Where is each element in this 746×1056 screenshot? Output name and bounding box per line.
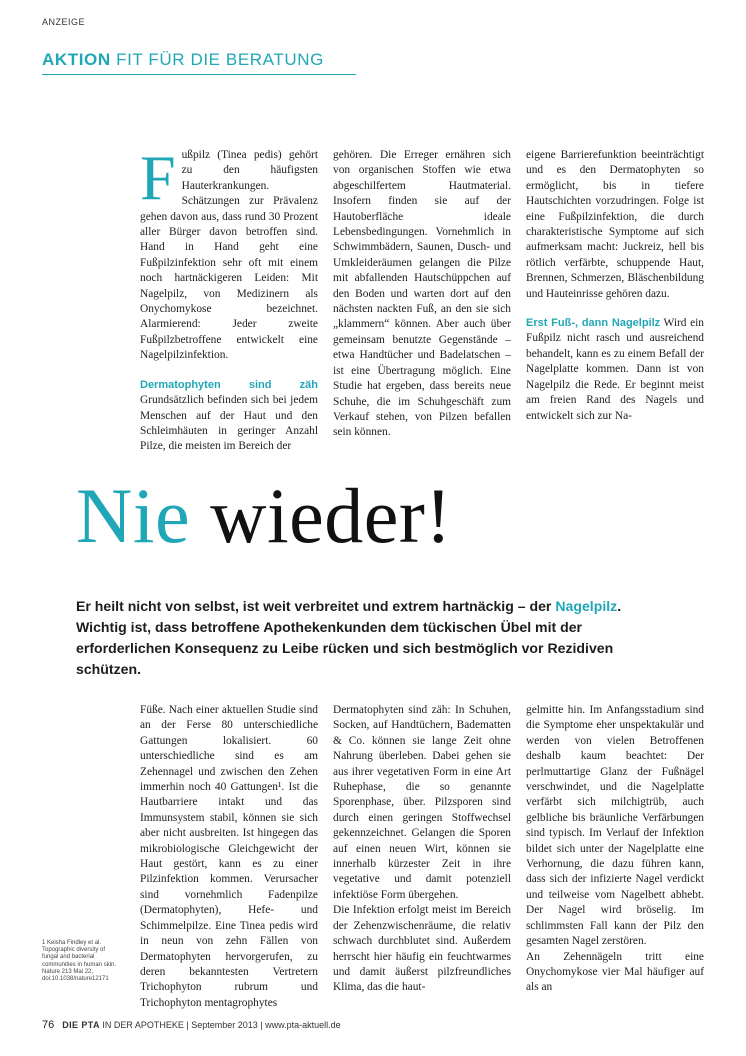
drop-cap: F (140, 142, 176, 213)
intro-paragraph-erst-fuss-text: Wird ein Fußpilz nicht rasch und ausreichend behandelt, kann es zu einem Befall der Nagelplatte kommen. Dann ist von Nagelpilz die Rede. Er beginnt meist am freien Rand des Nagels und entwickelt sich zur Na- (526, 317, 704, 422)
intro-column-1 (140, 142, 318, 455)
headline (76, 466, 452, 566)
headline-part-1: Nie (76, 472, 191, 559)
headline-part-2: wieder! (210, 472, 452, 559)
body-column-3-text: gelmitte hin. Im Anfangsstadium sind die Symptome eher unspektakulär und werden von vielen Betroffenen deshalb kaum beachtet: Der perlmuttartige Glanz der Fußnägel verschwindet, und die Nagelplatte verfärbt sich milchigtrüb, auch gelbliche bis bräunliche Verfärbungen sind typisch. Im Verlauf der Infektion bildet sich unter der Nagelplatte eine Verhornung, die dazu führen kann, dass sich der infizierte Nagel verdickt und teilweise vom Nagelbett abhebt. Der Nagel wird bröselig. Im schlimmsten Fall kann der Pilz den gesamten Nagel zerstören. (526, 704, 704, 948)
intro-paragraph-2-text: Grundsätzlich befinden sich bei jedem Menschen auf der Haut und den Schleimhäuten in geringer Anzahl Pilze, die meisten im Bereich der (140, 394, 318, 453)
ad-label: ANZEIGE (42, 17, 86, 27)
body-column-3 (526, 703, 704, 996)
section-title: FIT FÜR DIE BERATUNG (116, 50, 324, 69)
footnote: 1 Keisha Findley et al. Topographic diversity of fungal and bacterial communities in human skin. Nature 213 Mai 22, doi:10.1038/nature12171 (42, 940, 117, 983)
footer-info: IN DER APOTHEKE | September 2013 | www.pta-aktuell.de (99, 1020, 341, 1030)
page-number: 76 (42, 1019, 55, 1031)
intro-paragraph-2 (140, 378, 318, 455)
body-column-2-text-b: Die Infektion erfolgt meist im Bereich der Zehenzwischenräume, die relativ schwach durchblutet sind. Außerdem herrscht hier häufig ein feuchtwarmes und damit äußerst pilzfreundliches Klima, das die haut- (333, 904, 511, 994)
intro-column-2 (333, 148, 511, 441)
intro-column-3-text: eigene Barrierefunktion beeinträchtigt und es den Dermatophyten so ermöglicht, bis in tiefere Hautschichten vorzudringen. Folge ist eine Fußpilzinfektion, die durch charakteristische Symptome auf sich aufmerksam macht: Juckreiz, hell bis rötlich verfärbte, schuppende Haut, Brennen, Schmerzen, Bläschenbildung und Hauteinrisse gehören dazu. (526, 149, 704, 300)
intro-paragraph-erst-fuss (526, 316, 704, 424)
body-column-1-text: Füße. Nach einer aktuellen Studie sind an der Ferse 80 unterschiedliche Gattungen lokalisiert. 60 unterschiedliche sind es am Zehennagel und zwischen den Zehen immerhin noch 40 Gattungen¹. Ist die Hautbarriere intakt und das Immunsystem stabil, können sie sich aber nicht ausbreiten. Ist hingegen das mikrobiologische Gleichgewicht der Haut gestört, kann es zu einer Pilzinfektion kommen. Verursacher sind vornehmlich Fadenpilze (Dermatophyten), Hefe- und Schimmelpilze. Eine Tinea pedis wird in neun von zehn Fällen von Dermatophyten hervorgerufen, zu deren bekanntesten Vertretern Trichophyton rubrum und Trichophyton mentagrophytes (140, 704, 318, 1009)
subheading-dermatophyten: Dermatophyten sind zäh (140, 378, 318, 391)
body-column-3-text-b: An Zehennägeln tritt eine Onychomykose vier Mal häufiger auf als an (526, 950, 704, 994)
lead-highlight: Nagelpilz (555, 598, 618, 614)
body-column-1 (140, 703, 318, 1011)
lead-text-after: . Wichtig ist, dass betroffene Apothekenkunden dem tückischen Übel mit der erforderlichen Konsequenz zu Leibe rücken und sich bestmöglich vor Rezidiven schützen. (76, 598, 622, 677)
lead-paragraph (76, 596, 636, 680)
lead-text-before: Er heilt nicht von selbst, ist weit verbreitet und extrem hartnäckig – der (76, 598, 556, 614)
subheading-erst-fuss: Erst Fuß-, dann Nagelpilz (526, 317, 661, 330)
body-column-2 (333, 703, 511, 996)
body-column-2-text: Dermatophyten sind zäh: In Schuhen, Socken, auf Handtüchern, Badematten & Co. können sie lange Zeit ohne Nahrung überleben. Dabei gehen sie aus ihrer vegetativen Form in eine Art Ruhephase, die so genannte Sporenphase, über. Pilzsporen sind durch einen geringen Stoffwechsel gekennzeichnet. Gelangen die Sporen auf einen neuen Wirt, können sie innerhalb kürzester Zeit in ihre vegetative und damit potenziell infektiöse Form übergehen. (333, 704, 511, 901)
intro-column-3 (526, 148, 704, 424)
page-footer (42, 1019, 341, 1031)
section-keyword: AKTION (42, 50, 111, 69)
intro-paragraph-1-text: ußpilz (Tinea pedis) gehört zu den häufigsten Hauterkrankungen. Schätzungen zur Prävalenz gehen davon aus, dass rund 30 Prozent aller Bürger davon betroffen sind. Hand in Hand geht eine Fußpilzinfektion sehr oft mit einem noch hartnäckigeren Leiden: Mit Nagelpilz, von Medizinern als Onychomykose bezeichnet. Alarmierend: Jeder zweite Fußpilzbetroffene entwickelt eine Nagelpilzinfektion. (140, 149, 318, 362)
intro-paragraph-1 (140, 142, 318, 364)
section-header (42, 50, 356, 75)
magazine-brand: DIE PTA (62, 1020, 100, 1030)
intro-column-2-text: gehören. Die Erreger ernähren sich von organischen Stoffen wie etwa abgeschilfertem Hautmaterial. Insofern finden sie auf der Hautoberfläche ideale Lebensbedingungen. Vornehmlich in Schwimmbädern, Saunen, Dusch- und Umkleideräumen gelangen die Pilze mit abfallenden Hautschüppchen auf den Boden und warten dort auf den nächsten nackten Fuß, an den sie sich „klammern“ können. Aber auch über gemeinsam benutzte Gegenstände – etwa Handtücher und Badelatschen – ist eine Übertragung möglich. Eine Studie hat ergeben, dass bereits neue Schuhe, die im Schuhgeschäft zum Verkauf stehen, von Pilzen befallen sein können. (333, 149, 511, 439)
